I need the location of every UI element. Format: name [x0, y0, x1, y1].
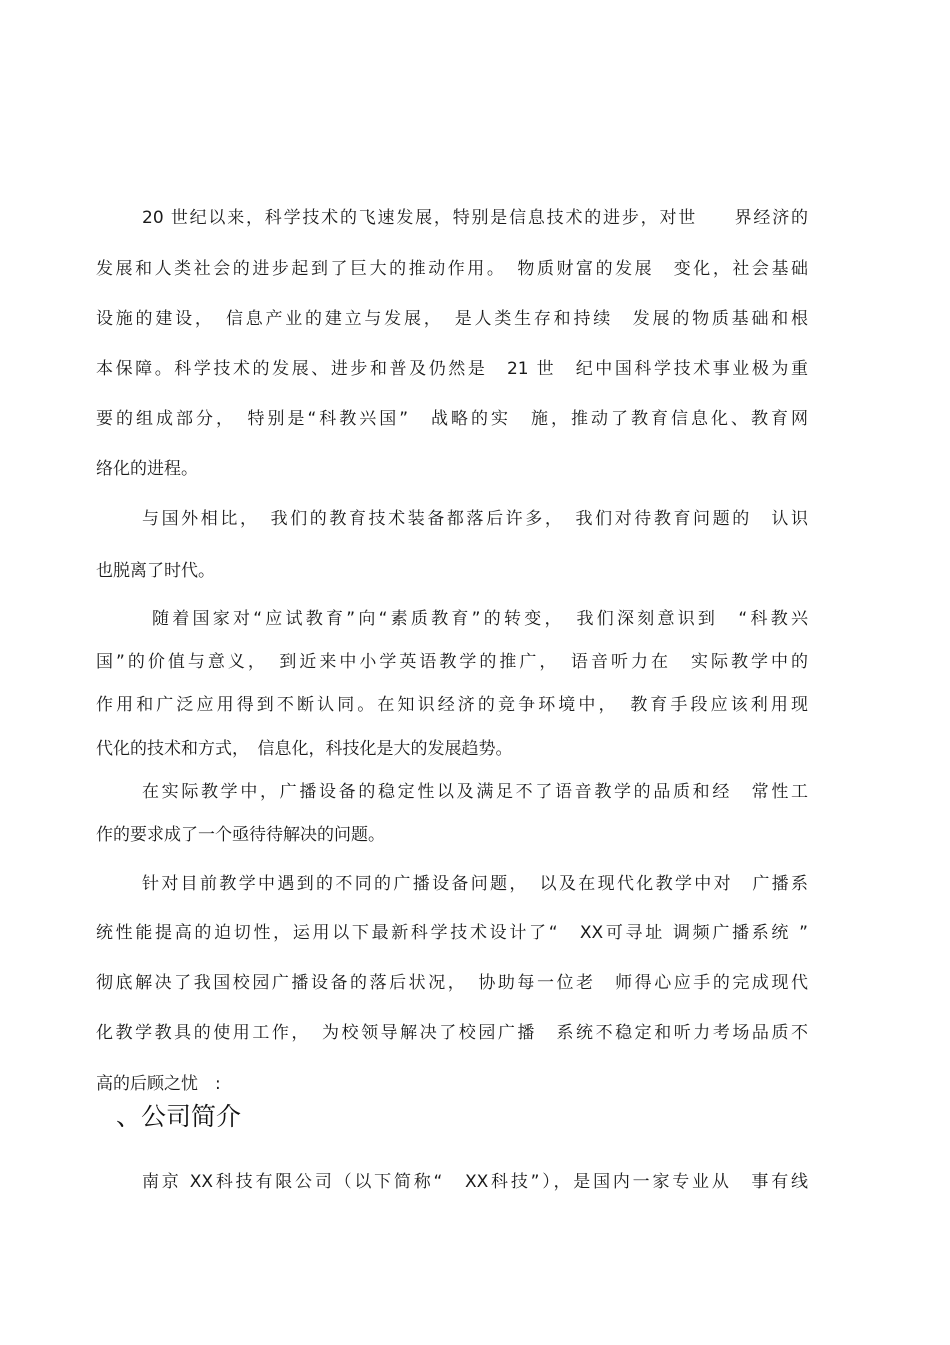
- paragraph-2-line-2: 也脱离了时代。: [96, 561, 215, 581]
- paragraph-4-line-2: 作的要求成了一个亟待待解决的问题。: [96, 825, 385, 845]
- paragraph-1-line-4: 本保障。科学技术的发展、进步和普及仍然是 21 世 纪中国科学技术事业极为重: [96, 359, 808, 379]
- paragraph-1-line-6: 络化的进程。: [96, 459, 198, 479]
- paragraph-3-line-3: 作用和广泛应用得到不断认同。在知识经济的竞争环境中， 教育手段应该利用现: [96, 695, 808, 715]
- paragraph-1-line-5: 要的组成部分， 特别是“科教兴国” 战略的实 施，推动了教育信息化、教育网: [96, 409, 808, 429]
- paragraph-3-line-1: 随着国家对“应试教育”向“素质教育”的转变， 我们深刻意识到 “科教兴: [152, 609, 808, 629]
- paragraph-1-line-3: 设施的建设， 信息产业的建立与发展， 是人类生存和持续 发展的物质基础和根: [96, 309, 808, 329]
- paragraph-1-line-1: 20 世纪以来，科学技术的飞速发展，特别是信息技术的进步，对世 界经济的: [142, 208, 808, 228]
- paragraph-5-line-1: 针对目前教学中遇到的不同的广播设备问题， 以及在现代化教学中对 广播系: [142, 874, 808, 894]
- paragraph-1-line-2: 发展和人类社会的进步起到了巨大的推动作用。 物质财富的发展 变化，社会基础: [96, 259, 808, 279]
- paragraph-5-line-4: 化教学教具的使用工作， 为校领导解决了校园广播 系统不稳定和听力考场品质不: [96, 1023, 808, 1043]
- paragraph-3-line-4: 代化的技术和方式， 信息化，科技化是大的发展趋势。: [96, 739, 513, 759]
- paragraph-5-line-2: 统性能提高的迫切性，运用以下最新科学技术设计了“ XX可寻址 调频广播系统 ”: [96, 923, 808, 943]
- paragraph-2-line-1: 与国外相比， 我们的教育技术装备都落后许多， 我们对待教育问题的 认识: [142, 509, 808, 529]
- paragraph-3-line-2: 国”的价值与意义， 到近来中小学英语教学的推广， 语音听力在 实际教学中的: [96, 652, 808, 672]
- paragraph-4-line-1: 在实际教学中，广播设备的稳定性以及满足不了语音教学的品质和经 常性工: [142, 782, 808, 802]
- paragraph-5-line-5: 高的后顾之忧 :: [96, 1074, 221, 1094]
- section-paragraph-line-1: 南京 XX科技有限公司（以下简称“ XX科技”），是国内一家专业从 事有线: [142, 1172, 808, 1192]
- section-heading: 、公司简介: [116, 1102, 242, 1131]
- paragraph-5-line-3: 彻底解决了我国校园广播设备的落后状况， 协助每一位老 师得心应手的完成现代: [96, 973, 808, 993]
